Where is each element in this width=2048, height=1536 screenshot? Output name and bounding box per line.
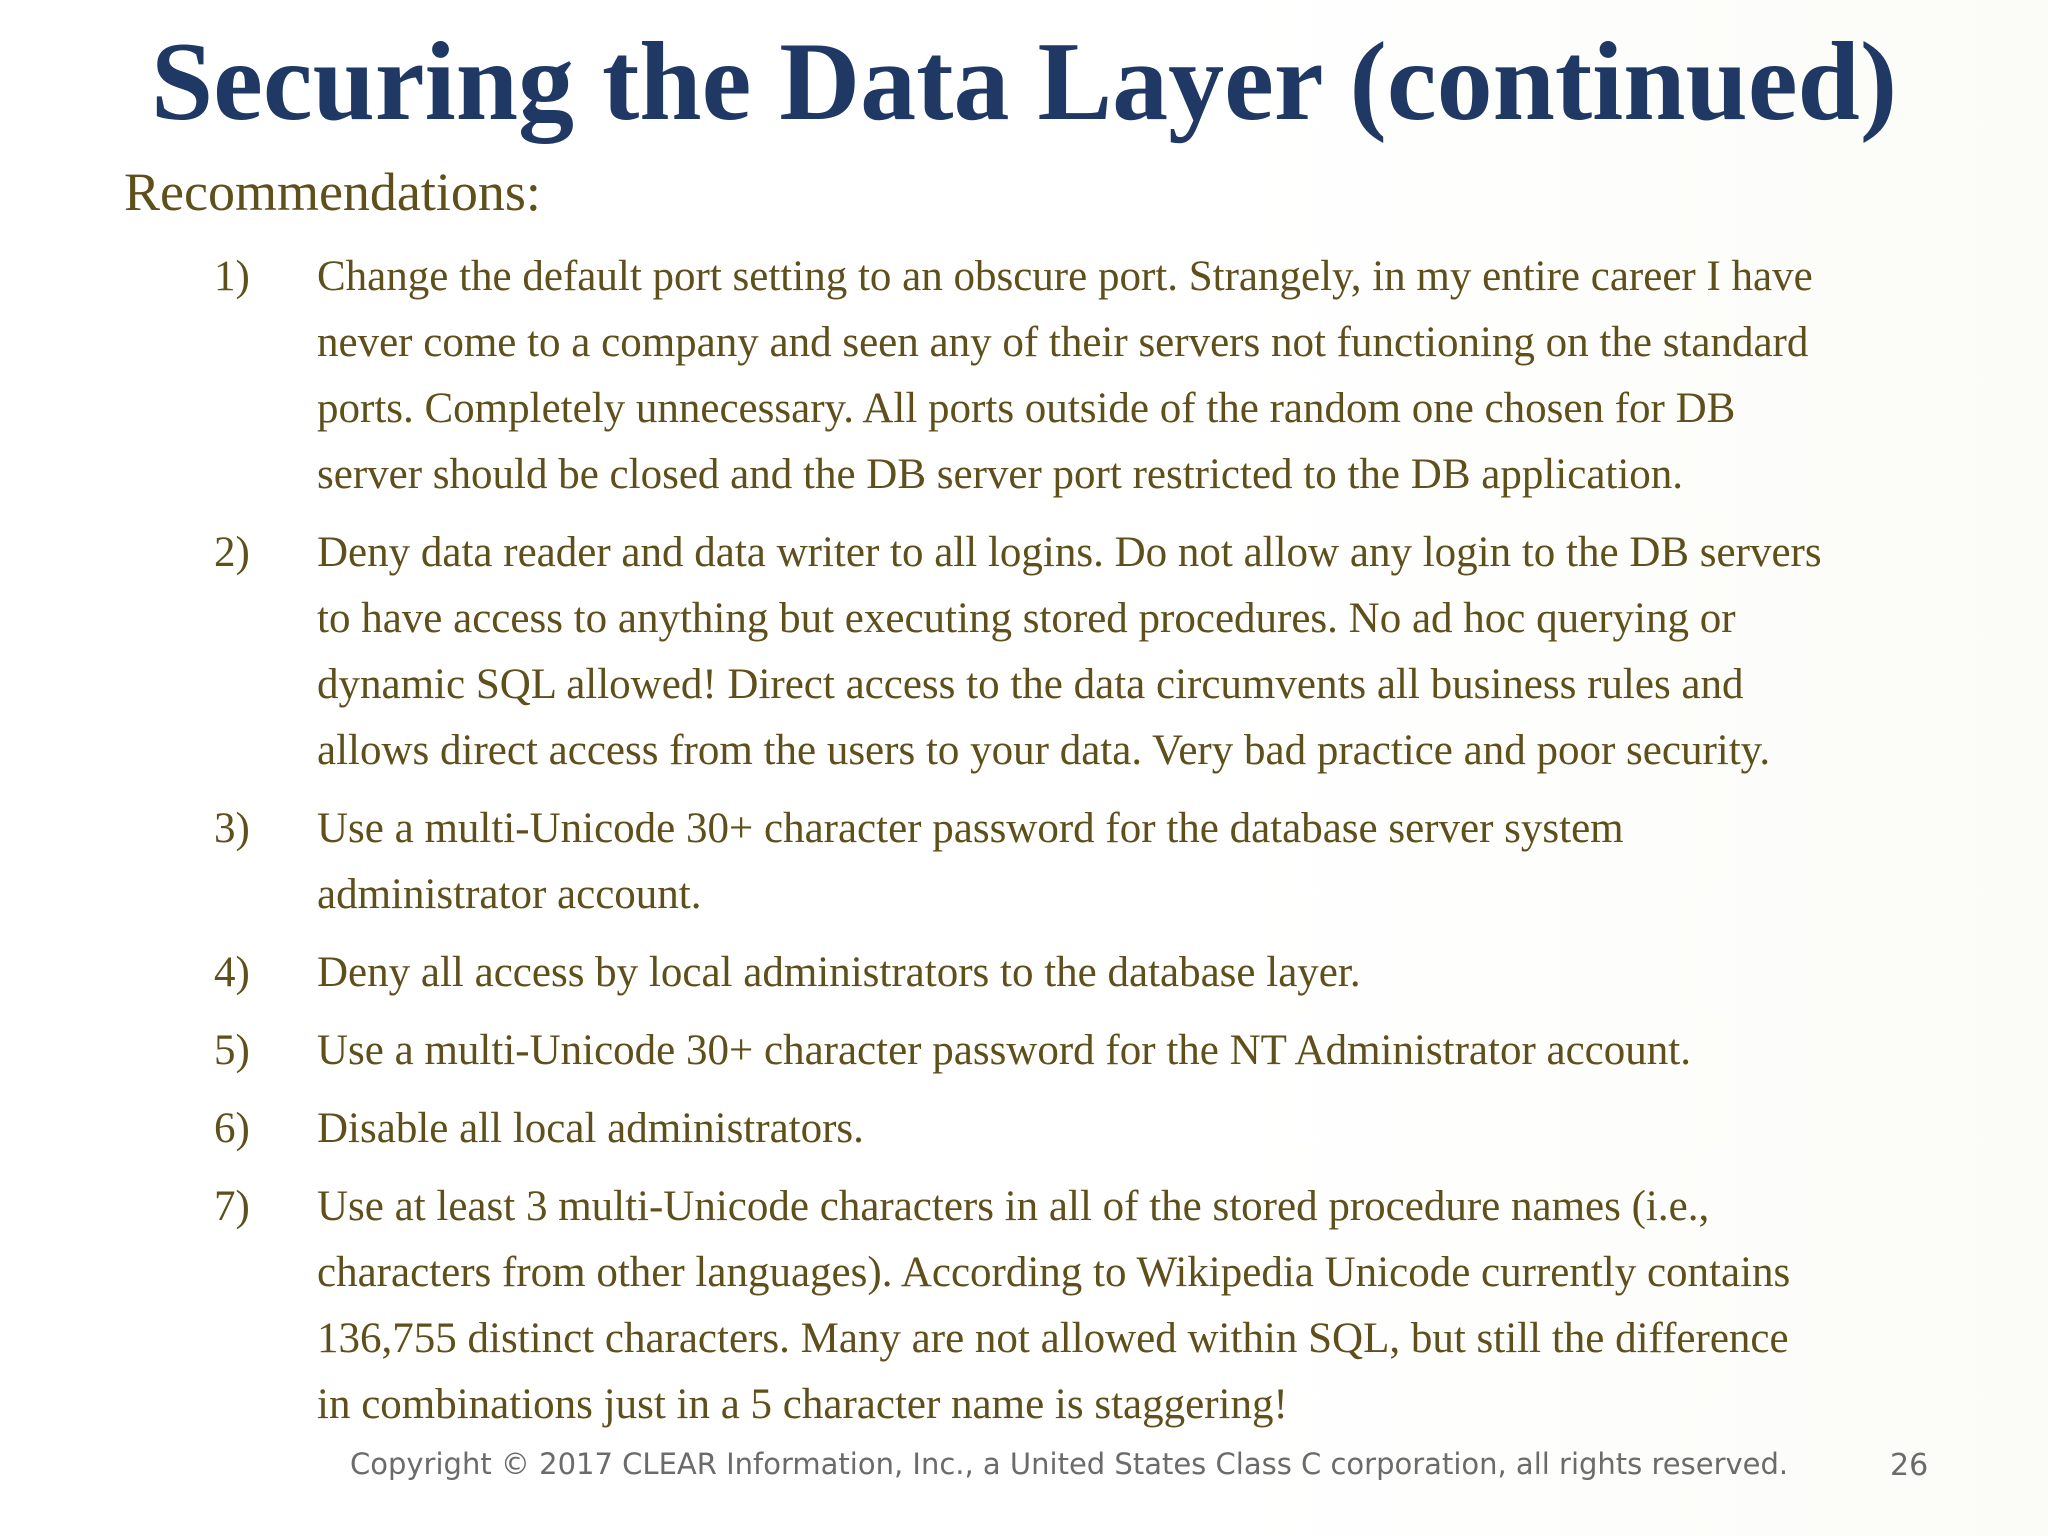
text-line: administrator account. xyxy=(317,871,702,918)
list-item-number: 5) xyxy=(214,1027,250,1074)
list-item-text xyxy=(317,1096,1947,1162)
text-line: Use a multi-Unicode 30+ character password for the NT Administrator account. xyxy=(317,1027,1691,1074)
list-item xyxy=(0,520,2048,784)
text-line: characters from other languages). According to Wikipedia Unicode currently contains xyxy=(317,1249,1791,1296)
list-item xyxy=(0,796,2048,928)
text-line: ports. Completely unnecessary. All ports outside of the random one chosen for DB xyxy=(317,385,1736,432)
text-line: Use a multi-Unicode 30+ character password for the database server system xyxy=(317,805,1624,852)
list-item xyxy=(0,1018,2048,1084)
text-line: Deny data reader and data writer to all logins. Do not allow any login to the DB servers xyxy=(317,529,1822,576)
text-line: 136,755 distinct characters. Many are not allowed within SQL, but still the difference xyxy=(317,1315,1789,1362)
text-line: never come to a company and seen any of their servers not functioning on the standard xyxy=(317,319,1809,366)
list-item-text xyxy=(317,520,1947,784)
list-item-number: 7) xyxy=(214,1183,250,1230)
list-item-text xyxy=(317,796,1947,928)
slide-title: Securing the Data Layer (continued) xyxy=(150,20,1898,144)
list-item-text xyxy=(317,244,1947,508)
text-line: Deny all access by local administrators to the database layer. xyxy=(317,949,1361,996)
list-item xyxy=(0,1096,2048,1162)
list-item xyxy=(0,940,2048,1006)
list-item-number: 1) xyxy=(214,253,250,300)
list-item-text xyxy=(317,1018,1947,1084)
list-item xyxy=(0,1174,2048,1438)
list-item-number: 4) xyxy=(214,949,250,996)
recommendation-list xyxy=(0,244,2048,1450)
list-item-text xyxy=(317,1174,1947,1438)
text-line: Use at least 3 multi-Unicode characters in all of the stored procedure names (i.e., xyxy=(317,1183,1710,1230)
page-number: 26 xyxy=(1890,1448,1929,1483)
list-item-number: 3) xyxy=(214,805,250,852)
copyright-footer: Copyright © 2017 CLEAR Information, Inc., a United States Class C corporation, all rights reserved. xyxy=(350,1447,1789,1481)
list-item xyxy=(0,244,2048,508)
slide-subtitle: Recommendations: xyxy=(124,162,541,222)
text-line: server should be closed and the DB server port restricted to the DB application. xyxy=(317,451,1684,498)
list-item-number: 2) xyxy=(214,529,250,576)
text-line: to have access to anything but executing stored procedures. No ad hoc querying or xyxy=(317,595,1736,642)
text-line: allows direct access from the users to your data. Very bad practice and poor security. xyxy=(317,727,1771,774)
text-line: in combinations just in a 5 character name is staggering! xyxy=(317,1381,1288,1428)
list-item-text xyxy=(317,940,1947,1006)
text-line: Change the default port setting to an obscure port. Strangely, in my entire career I have xyxy=(317,253,1813,300)
text-line: dynamic SQL allowed! Direct access to the data circumvents all business rules and xyxy=(317,661,1744,708)
text-line: Disable all local administrators. xyxy=(317,1105,864,1152)
list-item-number: 6) xyxy=(214,1105,250,1152)
